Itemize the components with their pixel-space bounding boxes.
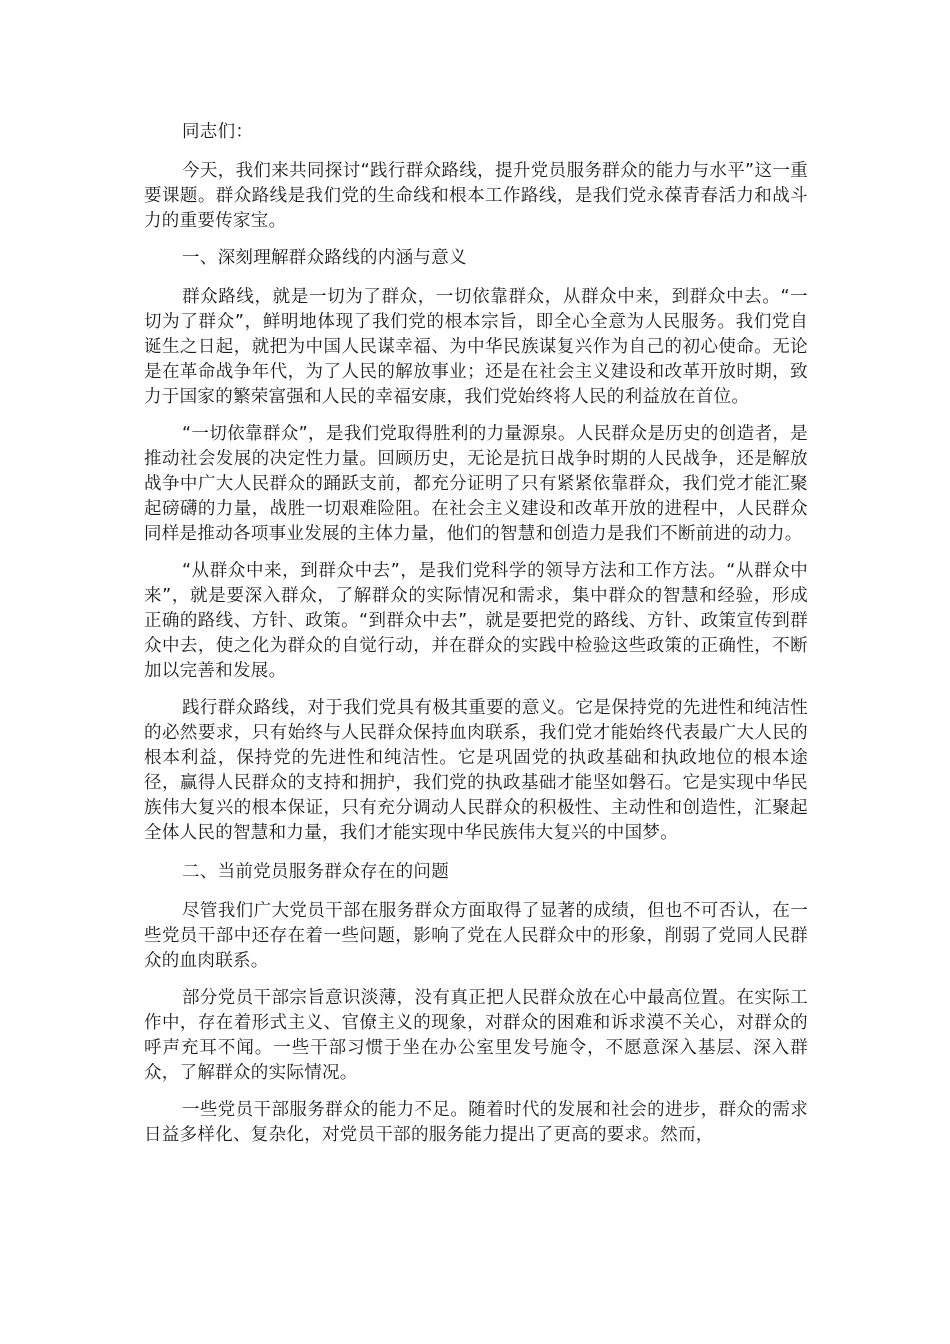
body-paragraph: 尽管我们广大党员干部在服务群众方面取得了显著的成绩，但也不可否认，在一些党员干部中还存在着一些问题，影响了党在人民群众中的形象，削弱了党同人民群众的血肉联系。: [144, 901, 808, 971]
document-page: [144, 120, 808, 1148]
section-heading-2: 二、当前党员服务群众存在的问题: [182, 862, 449, 882]
section-heading-1: 一、深刻理解群众路线的内涵与意义: [182, 248, 467, 268]
body-paragraph: 部分党员干部宗旨意识淡薄，没有真正把人民群众放在心中最高位置。在实际工作中，存在着形式主义、官僚主义的现象，对群众的困难和诉求漠不关心，对群众的呼声充耳不闻。一些干部习惯于坐在办公室里发号施令，不愿意深入基层、深入群众，了解群众的实际情况。: [144, 988, 808, 1083]
body-paragraph: 一些党员干部服务群众的能力不足。随着时代的发展和社会的进步，群众的需求日益多样化、复杂化，对党员干部的服务能力提出了更高的要求。然而，: [144, 1100, 808, 1145]
body-paragraph: “从群众中来，到群众中去”，是我们党科学的领导方法和工作方法。“从群众中来”，就是要深入群众，了解群众的实际情况和需求，集中群众的智慧和经验，形成正确的路线、方针、政策。“到群众中去”，就是要把党的路线、方针、政策宣传到群众中去，使之化为群众的自觉行动，并在群众的实践中检验这些政策的正确性，不断加以完善和发展。: [144, 561, 808, 681]
body-paragraph: 践行群众路线，对于我们党具有极其重要的意义。它是保持党的先进性和纯洁性的必然要求，只有始终与人民群众保持血肉联系，我们党才能始终代表最广大人民的根本利益，保持党的先进性和纯洁性。它是巩固党的执政基础和执政地位的根本途径，赢得人民群众的支持和拥护，我们党的执政基础才能坚如磐石。它是实现中华民族伟大复兴的根本保证，只有充分调动人民群众的积极性、主动性和创造性，汇聚起全体人民的智慧和力量，我们才能实现中华民族伟大复兴的中国梦。: [144, 698, 808, 843]
body-paragraph: 群众路线，就是一切为了群众，一切依靠群众，从群众中来，到群众中去。“一切为了群众”，鲜明地体现了我们党的根本宗旨，即全心全意为人民服务。我们党自诞生之日起，就把为中国人民谋幸福、为中华民族谋复兴作为自己的初心使命。无论是在革命战争年代，为了人民的解放事业；还是在社会主义建设和改革开放时期，致力于国家的繁荣富强和人民的幸福安康，我们党始终将人民的利益放在首位。: [144, 287, 808, 407]
intro-paragraph: 今天，我们来共同探讨“践行群众路线，提升党员服务群众的能力与水平”这一重要课题。群众路线是我们党的生命线和根本工作路线，是我们党永葆青春活力和战斗力的重要传家宝。: [144, 161, 808, 231]
body-paragraph: “一切依靠群众”，是我们党取得胜利的力量源泉。人民群众是历史的创造者，是推动社会发展的决定性力量。回顾历史，无论是抗日战争时期的人民战争，还是解放战争中广大人民群众的踊跃支前，都充分证明了只有紧紧依靠群众，我们党才能汇聚起磅礴的力量，战胜一切艰难险阻。在社会主义建设和改革开放的进程中，人民群众同样是推动各项事业发展的主体力量，他们的智慧和创造力是我们不断前进的动力。: [144, 424, 808, 544]
greeting: 同志们：: [182, 122, 254, 142]
